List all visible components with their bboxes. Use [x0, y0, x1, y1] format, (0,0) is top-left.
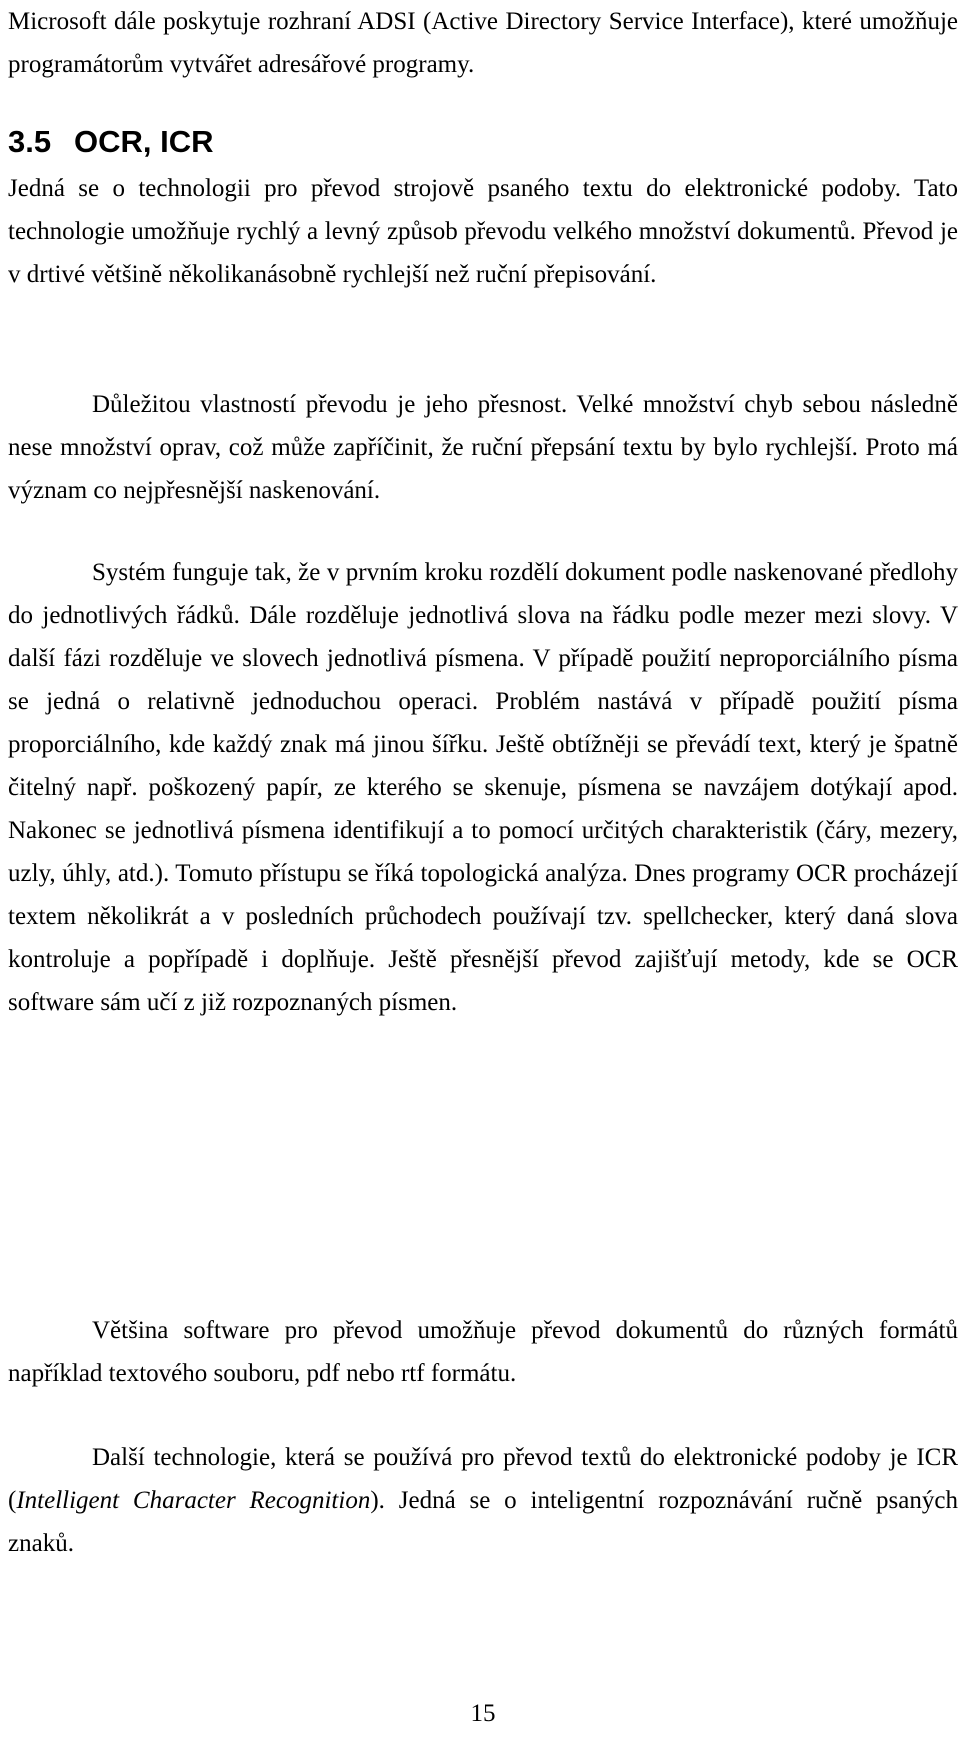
paragraph-output-formats: Většina software pro převod umožňuje převod dokumentů do různých formátů například textového souboru, pdf nebo rtf formátu. [8, 1317, 958, 1387]
icr-text-before: Další technologie, která se používá pro převod textů do elektronické podoby je ICR ( [8, 1444, 958, 1514]
section-title: OCR, ICR [74, 124, 214, 159]
section-number: 3.5 [8, 124, 52, 159]
paragraph-icr [8, 1436, 958, 1565]
page-number: 15 [470, 1700, 496, 1727]
icr-full-name: Intelligent Character Recognition [16, 1487, 371, 1514]
paragraph-ocr-definition: Jedná se o technologii pro převod strojově psaného textu do elektronické podoby. Tato technologie umožňuje rychlý a levný způsob převodu velkého množství dokumentů. Převod je v drtivé většině několikanásobně rychlejší než ruční přepisování. [8, 175, 958, 288]
paragraph-intro: Microsoft dále poskytuje rozhraní ADSI (Active Directory Service Interface), které umožňuje programátorům vytvářet adresářové programy. [8, 8, 958, 78]
paragraph-how-system-works: Systém funguje tak, že v prvním kroku rozdělí dokument podle naskenované předlohy do jednotlivých řádků. Dále rozděluje jednotlivá slova na řádku podle mezer mezi slovy. V další fázi rozděluje ve slovech jednotlivá písmena. V případě použití neproporciálního písma se jedná o relativně jednoduchou operaci. Problém nastává v případě použití písma proporciálního, kde každý znak má jinou šířku. Ještě obtížněji se převádí text, který je špatně čitelný např. poškozený papír, ze kterého se skenuje, písmena se navzájem dotýkají apod. Nakonec se jednotlivá písmena identifikují a to pomocí určitých charakteristik (čáry, mezery, uzly, úhly, atd.). Tomuto přístupu se říká topologická analýza. Dnes programy OCR procházejí textem několikrát a v posledních průchodech používají tzv. spellchecker, který daná slova kontroluje a popřípadě i doplňuje. Ještě přesnější převod zajišťují metody, kde se OCR software sám učí z již rozpoznaných písmen. [8, 559, 958, 1016]
paragraph-accuracy: Důležitou vlastností převodu je jeho přesnost. Velké množství chyb sebou následně nese množství oprav, což může zapříčinit, že ruční přepsání textu by bylo rychlejší. Proto má význam co nejpřesnější naskenování. [8, 391, 958, 504]
icr-text-after: ). Jedná se o inteligentní rozpoznávání ručně psaných znaků. [8, 1487, 958, 1557]
section-heading [8, 122, 214, 162]
